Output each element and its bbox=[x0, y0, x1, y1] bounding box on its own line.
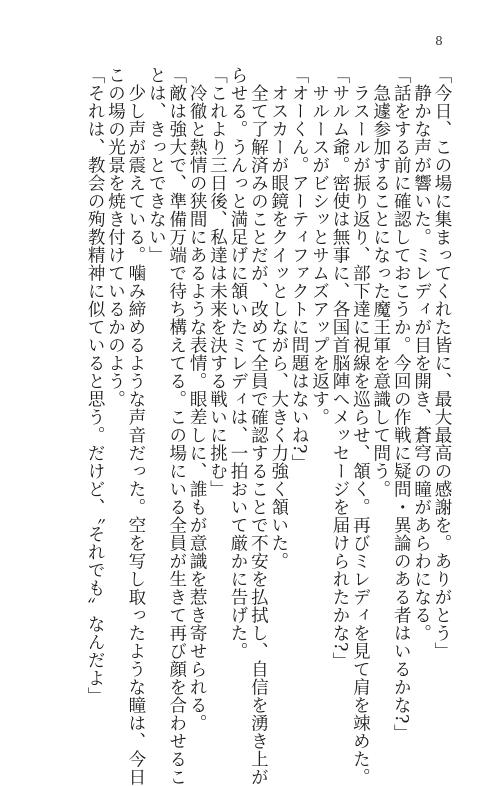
text-line-2: 静かな声が響いた。ミレディが目を開き、蒼穹の瞳があらわになる。 bbox=[411, 83, 432, 642]
text-line-8: 「オーくん。アーティファクトに問題はないね?」 bbox=[289, 66, 310, 472]
text-line-1: 「今日、この場に集まってくれた皆に、最大最高の感謝を。ありがとう」 bbox=[432, 66, 452, 660]
text-line-4: 急遽参加することになった魔王軍を意識して問う。 bbox=[370, 83, 391, 498]
text-line-9: オスカーが眼鏡をクイッとしながら、大きく力強く頷いた。 bbox=[268, 83, 289, 570]
text-line-13: 冷徹と熱情の狭間にあるような表情。眼差しに、誰もが意識を惹き寄せられる。 bbox=[187, 83, 208, 732]
vertical-text-body bbox=[85, 66, 452, 786]
text-line-17: この場の光景を焼き付けているかのよう。 bbox=[105, 66, 126, 408]
text-line-12: 「これより三日後、私達は未来を決する戦いに挑む」 bbox=[207, 66, 228, 498]
text-line-14: 「敵は強大で、準備万端で待ち構えてる。この場にいる全員が生きて再び顔を合わせるこ bbox=[166, 66, 187, 786]
text-line-3: 「話をする前に確認しておこうか。今回の作戦に疑問・異論のある者はいるかな?」 bbox=[391, 66, 412, 742]
text-line-18: 「それは、教会の殉教精神に似ていると思う。だけど、〝それでも〟なんだよ」 bbox=[85, 66, 106, 706]
text-line-11: らせる。うんっと満足げに頷いたミレディは、一拍おいて厳かに告げた。 bbox=[227, 66, 248, 660]
text-line-5: ラスールが振り返り、部下達に視線を巡らせ、頷く。再びミレディを見て肩を竦めた。 bbox=[350, 83, 371, 786]
text-line-6: 「サルム爺。密使は無事に、各国首脳陣へメッセージを届けられたかな?」 bbox=[329, 66, 350, 670]
text-line-10: 全て了解済みのことだが、改めて全員で確認することで不安を払拭し、自信を湧き上が bbox=[248, 83, 269, 786]
text-line-16: 少し声が震えている。噛み締めるような声音だった。空を写し取ったような瞳は、今日 bbox=[125, 83, 146, 786]
text-line-15: とは、きっとできない」 bbox=[146, 66, 167, 264]
page-number: 8 bbox=[435, 34, 443, 48]
text-line-7: サルースがビシッとサムズアップを返す。 bbox=[309, 83, 330, 426]
